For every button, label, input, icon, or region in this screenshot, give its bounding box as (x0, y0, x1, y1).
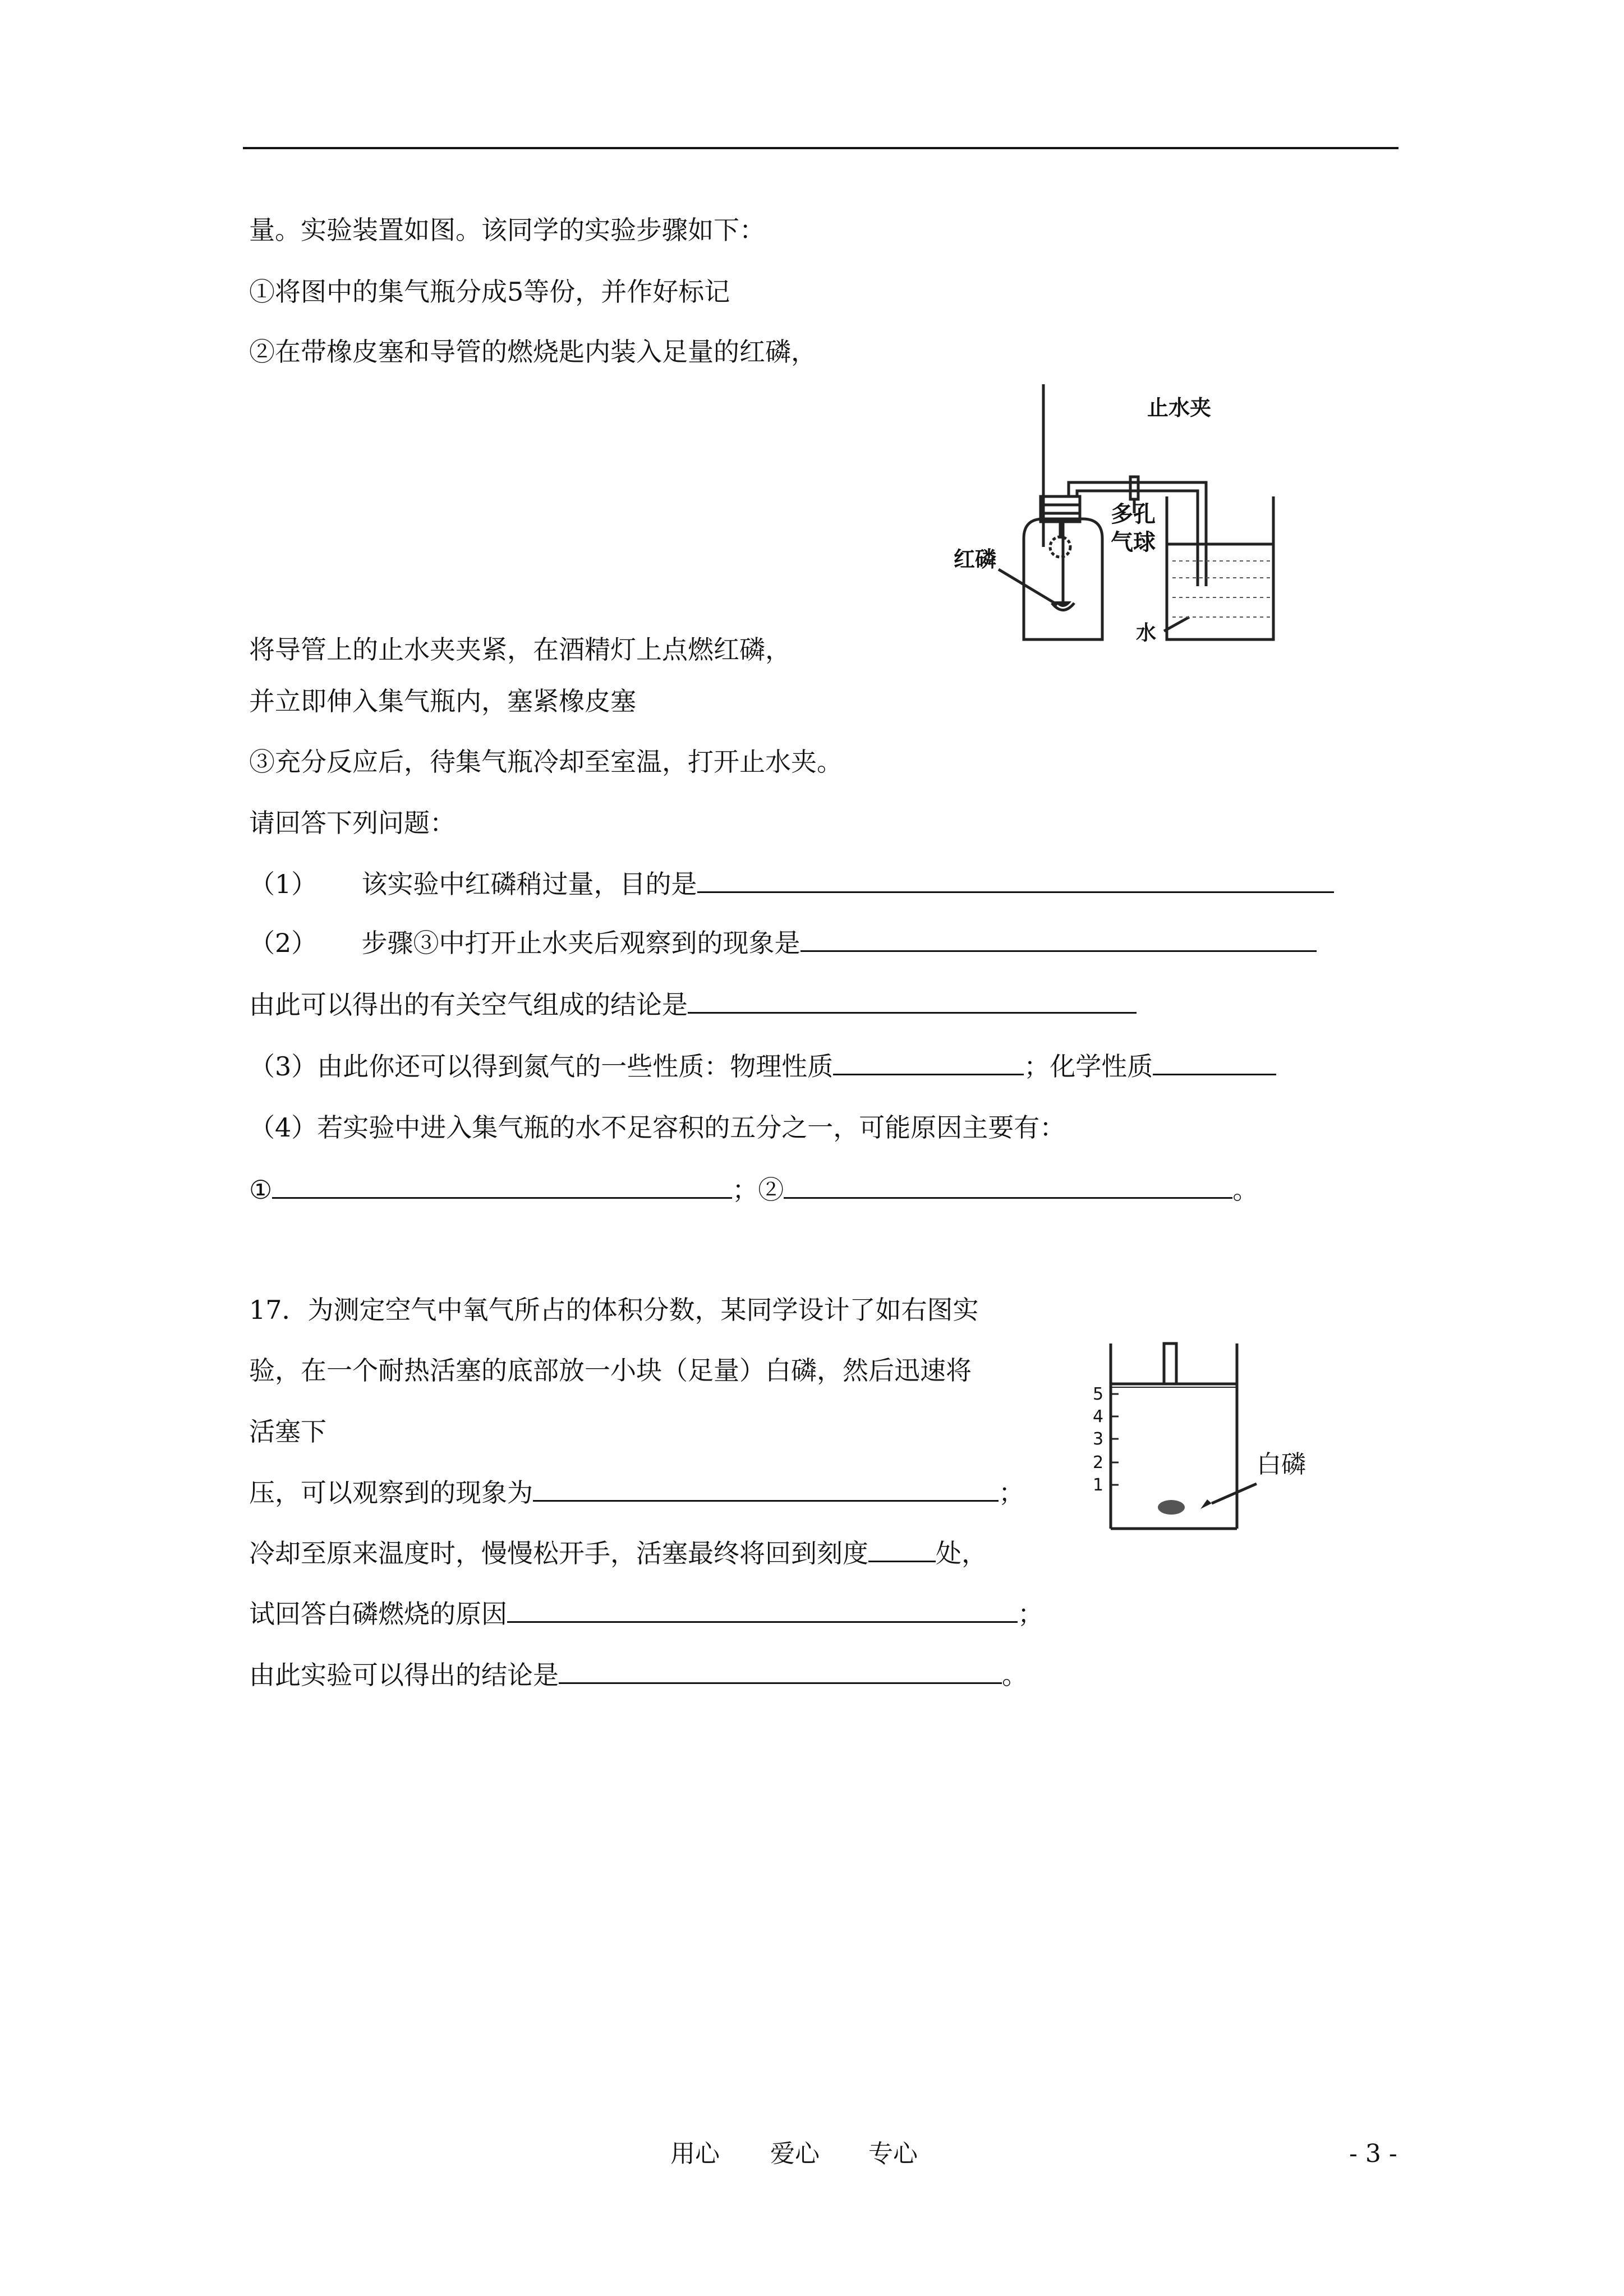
problem-17-line-3: 活塞下 (249, 1416, 326, 1447)
problem-17-line-1: 17．为测定空气中氧气所占的体积分数，某同学设计了如右图实 (249, 1295, 979, 1325)
question-4-answers (249, 1172, 1258, 1207)
question-2b (249, 987, 1137, 1022)
step-2: ②在带橡皮塞和导管的燃烧匙内装入足量的红磷， (249, 337, 817, 367)
answer-blank-3b[interactable] (1153, 1049, 1276, 1075)
clamp-label: 止水夹 (1147, 395, 1212, 420)
problem-17-line-4 (249, 1475, 1024, 1510)
answer-blank-4a[interactable] (272, 1172, 732, 1199)
answer-blank-17b[interactable] (868, 1536, 936, 1562)
apparatus-figure (942, 376, 1301, 656)
punct: ； (999, 1478, 1024, 1508)
question-2 (249, 926, 1317, 960)
problem-17-conclusion: 由此实验可以得出的结论是 (249, 1660, 559, 1690)
answer-blank-4b[interactable] (784, 1172, 1232, 1199)
footer-motto-3: 专心 (868, 2139, 918, 2168)
answer-blank-2b[interactable] (688, 987, 1137, 1014)
questions-intro: 请回答下列问题： (249, 808, 456, 838)
problem-17-line-5 (249, 1536, 987, 1570)
piston-figure (1088, 1332, 1324, 1540)
answer-blank-3a[interactable] (833, 1049, 1024, 1075)
problem-17-scale: 冷却至原来温度时，慢慢松开手，活塞最终将回到刻度 (249, 1538, 868, 1568)
question-3-sep: ；化学性质 (1024, 1051, 1153, 1082)
water-label: 水 (1136, 622, 1157, 645)
punct: ； (1018, 1599, 1043, 1629)
problem-17-phenomenon: 压，可以观察到的现象为 (249, 1478, 533, 1508)
answer-blank-17a[interactable] (533, 1475, 999, 1502)
sentence-end: 。 (1232, 1175, 1259, 1205)
problem-17-reason: 试回答白磷燃烧的原因 (249, 1599, 507, 1629)
header-rule (243, 147, 1398, 149)
scale-1: 1 (1093, 1475, 1104, 1495)
step-1: ①将图中的集气瓶分成5等份，并作好标记 (249, 277, 730, 307)
scale-4: 4 (1093, 1407, 1104, 1427)
step-2-cont-2: 并立即伸入集气瓶内，塞紧橡皮塞 (249, 686, 636, 716)
question-2-number: （2） (249, 928, 318, 958)
red-phosphorus-label: 红磷 (954, 547, 997, 572)
scale-5: 5 (1093, 1384, 1104, 1404)
page-number: - 3 - (1349, 2139, 1397, 2168)
question-3-text: （3）由此你还可以得到氮气的一些性质：物理性质 (249, 1051, 834, 1082)
punct: 处， (936, 1538, 987, 1568)
text-line: 量。实验装置如图。该同学的实验步骤如下： (249, 215, 765, 245)
answer-blank-17d[interactable] (559, 1658, 1002, 1684)
answer-blank-17c[interactable] (507, 1596, 1018, 1623)
answer-blank-2[interactable] (801, 926, 1317, 952)
question-4: （4）若实验中进入集气瓶的水不足容积的五分之一，可能原因主要有： (249, 1112, 1066, 1143)
step-2-cont: 将导管上的止水夹夹紧，在酒精灯上点燃红磷， (249, 634, 791, 665)
problem-17-line-2: 验，在一个耐热活塞的底部放一小块（足量）白磷，然后迅速将 (249, 1355, 972, 1386)
white-phosphorus-label: 白磷 (1257, 1450, 1306, 1479)
answer-2-marker: ；② (732, 1175, 784, 1205)
scale-3: 3 (1093, 1429, 1104, 1449)
problem-17-line-6 (249, 1596, 1043, 1631)
punct: 。 (1002, 1660, 1028, 1690)
problem-17-line-7 (249, 1658, 1028, 1692)
question-1-number: （1） (249, 869, 318, 899)
balloon-label-2: 气球 (1111, 530, 1156, 555)
question-1-text: 该实验中红磷稍过量，目的是 (361, 869, 697, 899)
footer-motto-2: 爱心 (770, 2139, 820, 2168)
balloon-label-1: 多孔 (1111, 501, 1156, 527)
footer-motto-1: 用心 (670, 2139, 720, 2168)
question-1 (249, 867, 1334, 901)
answer-1-marker: ① (249, 1175, 273, 1205)
scale-2: 2 (1093, 1453, 1104, 1473)
question-2-text: 步骤③中打开止水夹后观察到的现象是 (361, 928, 801, 958)
step-3: ③充分反应后，待集气瓶冷却至室温，打开止水夹。 (249, 747, 843, 777)
question-2b-text: 由此可以得出的有关空气组成的结论是 (249, 990, 688, 1020)
question-3 (249, 1049, 1276, 1083)
answer-blank-1[interactable] (697, 867, 1334, 893)
